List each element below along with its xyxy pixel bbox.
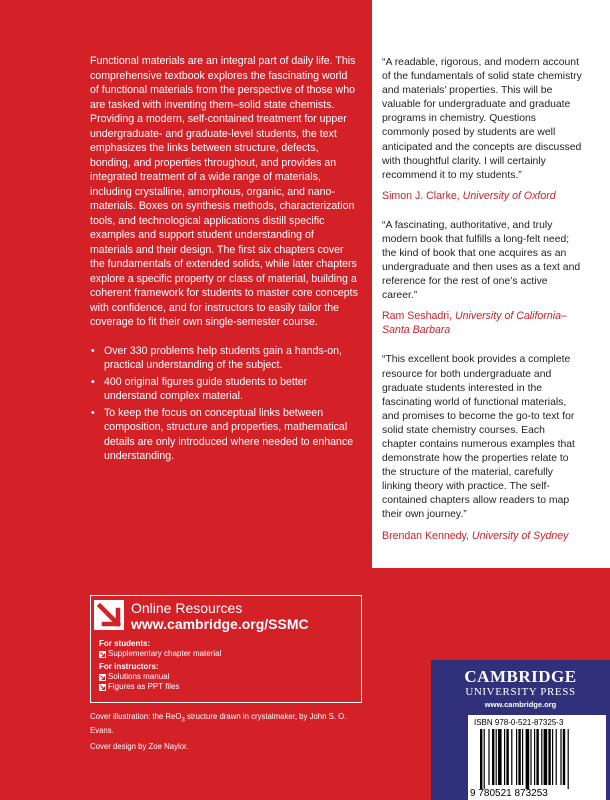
endorser-name: Ram Seshadri bbox=[382, 310, 450, 323]
publisher-website[interactable]: www.cambridge.org bbox=[484, 700, 557, 709]
publisher-press: UNIVERSITY PRESS bbox=[465, 686, 576, 698]
endorser-affiliation: University of California– Santa Barbara bbox=[382, 310, 567, 337]
barcode-bar bbox=[522, 729, 523, 785]
small-arrow-icon bbox=[99, 684, 106, 691]
endorser-affiliation: University of Sydney bbox=[471, 529, 569, 542]
arrow-icon bbox=[94, 600, 124, 630]
endorsement-panel bbox=[372, 0, 610, 568]
blurb-column bbox=[90, 54, 358, 466]
resource-item bbox=[99, 649, 221, 659]
barcode-bar bbox=[530, 729, 531, 785]
instructors-section bbox=[99, 662, 179, 692]
barcode-bar bbox=[488, 729, 489, 785]
feature-item: • 400 original figures guide students to better understand complex material. bbox=[90, 375, 358, 404]
endorser-name: Brendan Kennedy bbox=[382, 529, 467, 542]
endorsement-attribution: Brendan Kennedy, University of Sydney bbox=[382, 529, 569, 542]
barcode-bar bbox=[480, 729, 482, 789]
barcode-bar bbox=[541, 729, 542, 785]
feature-item: • Over 330 problems help students gain a hands-on, practical understanding of the subject. bbox=[90, 344, 358, 373]
online-resources-url[interactable]: www.cambridge.org/SSMC bbox=[131, 616, 309, 632]
resource-item-label: Figures as PPT files bbox=[108, 682, 180, 691]
endorsement bbox=[382, 219, 582, 338]
cover-illustration-credit: Cover illustration: the ReO$_3$ structure drawn in crystalmaker, by John S. O. Evans. bbox=[90, 712, 347, 735]
instructors-heading: For instructors: bbox=[99, 662, 159, 671]
barcode-bar bbox=[536, 729, 538, 785]
publisher-block bbox=[431, 660, 610, 800]
endorser-name: Simon J. Clarke bbox=[382, 189, 457, 202]
endorser-affiliation: University of Oxford bbox=[462, 189, 556, 202]
endorsement-text: “This excellent book provides a complete resource for both undergraduate and graduate students interested in the fascinating world of functional materials, and promises to become the go-to text for solid state chemistry courses. Each chapter contains numerous examples that demonstrate how the properties relate to the structure of the material, carefully linking theory with practice. The self-contained chapters allow readers to map their own journey.” bbox=[382, 354, 575, 521]
barcode-bar bbox=[526, 729, 530, 789]
endorsement bbox=[382, 56, 582, 203]
endorsement bbox=[382, 353, 582, 542]
barcode-bar bbox=[506, 729, 508, 785]
barcode-bar bbox=[498, 729, 502, 785]
barcode-bar bbox=[544, 729, 548, 785]
resource-item bbox=[99, 682, 179, 692]
feature-list bbox=[90, 344, 358, 464]
blurb-paragraph: Functional materials are an integral part of daily life. This comprehensive textbook explores the fascinating world of functional materials from the perspective of those who are tasked with inventing them–solid state chemists. Providing a modern, self-contained treatment for upper undergraduate- and graduate-level students, the text emphasizes the links between structure, defects, bonding, and properties throughout, and provides an integrated treatment of a wide range of materials, including crystalline, amorphous, organic, and nano-materials. Boxes on synthesis methods, characterization tools, and technological applications distill specific examples and support student understanding of materials and their design. The first six chapters cover the fundamentals of extended solids, while later chapters explore a specific property or class of material, building a coherent framework for students to master core concepts with confidence, and for instructors to easily tailor the coverage to fit their own single-semester course. bbox=[90, 55, 358, 328]
small-arrow-icon bbox=[99, 651, 106, 658]
barcode-bar bbox=[552, 729, 553, 785]
barcode-bar bbox=[548, 729, 550, 785]
barcode-bar bbox=[560, 729, 561, 785]
cover-design-credit: Cover design by Zoe Naylor. bbox=[90, 741, 189, 751]
barcode-bar bbox=[496, 729, 497, 785]
barcode: ISBN 978-0-521-87325-3 9 780521 873253 bbox=[468, 715, 606, 800]
publisher-name: CAMBRIDGE bbox=[464, 667, 577, 686]
barcode-bar bbox=[511, 729, 512, 785]
resource-item bbox=[99, 672, 179, 682]
resource-item-label: Solutions manual bbox=[108, 672, 170, 681]
barcode-bar bbox=[518, 729, 520, 785]
barcode-bar bbox=[556, 729, 557, 785]
endorsement-text: “A readable, rigorous, and modern account of the fundamentals of solid state chemistry and materials’ properties. This will be valuable for undergraduate and graduate programs in chemistry. Questions commonly posed by students are well anticipated and the concepts are discussed with thoughtful clarity. I will certainly recommend it to my students.” bbox=[382, 57, 582, 181]
resource-item-label: Supplementary chapter material bbox=[108, 649, 222, 658]
feature-item: • To keep the focus on conceptual links between composition, structure and properties, mathematical details are only introduced where needed to enhance understanding. bbox=[90, 406, 358, 464]
barcode-bar bbox=[504, 729, 505, 785]
endorsement-text: “A fascinating, authoritative, and truly modern book that fulfills a long-felt need; the kind of book that one acquires as an undergraduate and then uses as a text and reference for the rest of one’s active career.” bbox=[382, 219, 581, 302]
barcode-bar bbox=[484, 729, 485, 789]
barcode-bar bbox=[568, 729, 569, 789]
barcode-bar bbox=[516, 729, 517, 785]
students-heading: For students: bbox=[99, 639, 151, 648]
barcode-bar bbox=[492, 729, 494, 785]
small-arrow-icon bbox=[99, 674, 106, 681]
students-section bbox=[99, 639, 221, 659]
isbn-number: ISBN 978-0-521-87325-3 bbox=[474, 718, 564, 727]
endorsement-attribution: Ram Seshadri, University of California– Santa Barbara bbox=[382, 310, 567, 337]
endorsement-attribution: Simon J. Clarke, University of Oxford bbox=[382, 189, 556, 202]
online-resources-box bbox=[90, 595, 362, 703]
barcode-bar bbox=[563, 729, 565, 785]
barcode-bar bbox=[534, 729, 535, 785]
online-resources-title: Online Resources bbox=[131, 600, 243, 616]
cover-credits bbox=[90, 712, 362, 758]
